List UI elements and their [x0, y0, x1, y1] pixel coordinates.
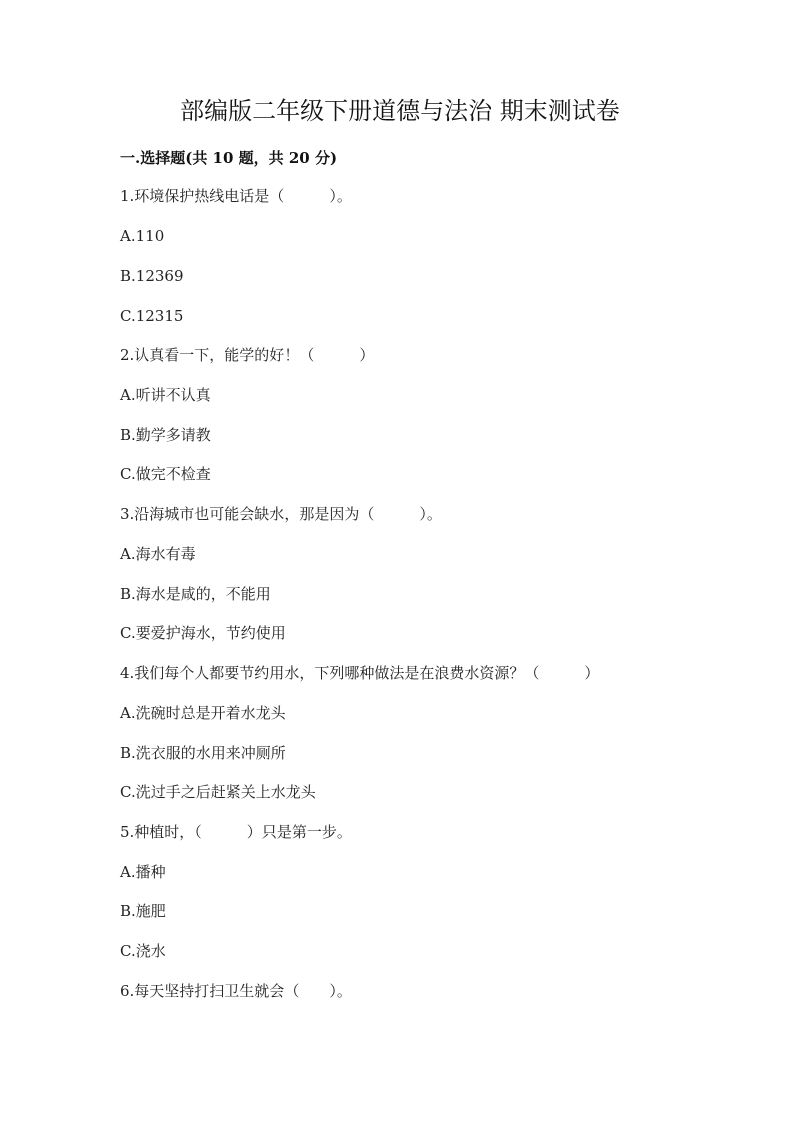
question-1-stem: 1.环境保护热线电话是（ ）。: [120, 187, 352, 205]
question-2-option-b: B.勤学多请教: [120, 426, 211, 444]
page-title: 部编版二年级下册道德与法治 期末测试卷: [180, 97, 620, 125]
question-3-option-a: A.海水有毒: [120, 545, 196, 563]
question-4-option-a: A.洗碗时总是开着水龙头: [120, 704, 286, 722]
question-3-option-b: B.海水是咸的，不能用: [120, 585, 271, 603]
question-3-option-c: C.要爱护海水，节约使用: [120, 624, 286, 642]
question-1-option-b: B.12369: [120, 267, 184, 285]
question-5-stem: 5.种植时，（ ）只是第一步。: [120, 823, 352, 841]
question-4-stem: 4.我们每个人都要节约用水，下列哪种做法是在浪费水资源？（ ）: [120, 664, 600, 682]
question-1-option-c: C.12315: [120, 307, 184, 325]
question-1-option-a: A.110: [120, 227, 165, 245]
question-4-option-b: B.洗衣服的水用来冲厕所: [120, 744, 286, 762]
question-4-option-c: C.洗过手之后赶紧关上水龙头: [120, 783, 316, 801]
question-5-option-b: B.施肥: [120, 902, 166, 920]
question-3-stem: 3.沿海城市也可能会缺水，那是因为（ ）。: [120, 505, 442, 523]
question-6-stem: 6.每天坚持打扫卫生就会（ ）。: [120, 982, 352, 1000]
question-2-option-c: C.做完不检查: [120, 465, 211, 483]
question-2-stem: 2.认真看一下，能学的好！（ ）: [120, 346, 375, 364]
question-2-option-a: A.听讲不认真: [120, 386, 211, 404]
question-5-option-a: A.播种: [120, 863, 166, 881]
question-5-option-c: C.浇水: [120, 942, 166, 960]
section-heading: 一.选择题(共 10 题，共 20 分): [120, 149, 338, 167]
